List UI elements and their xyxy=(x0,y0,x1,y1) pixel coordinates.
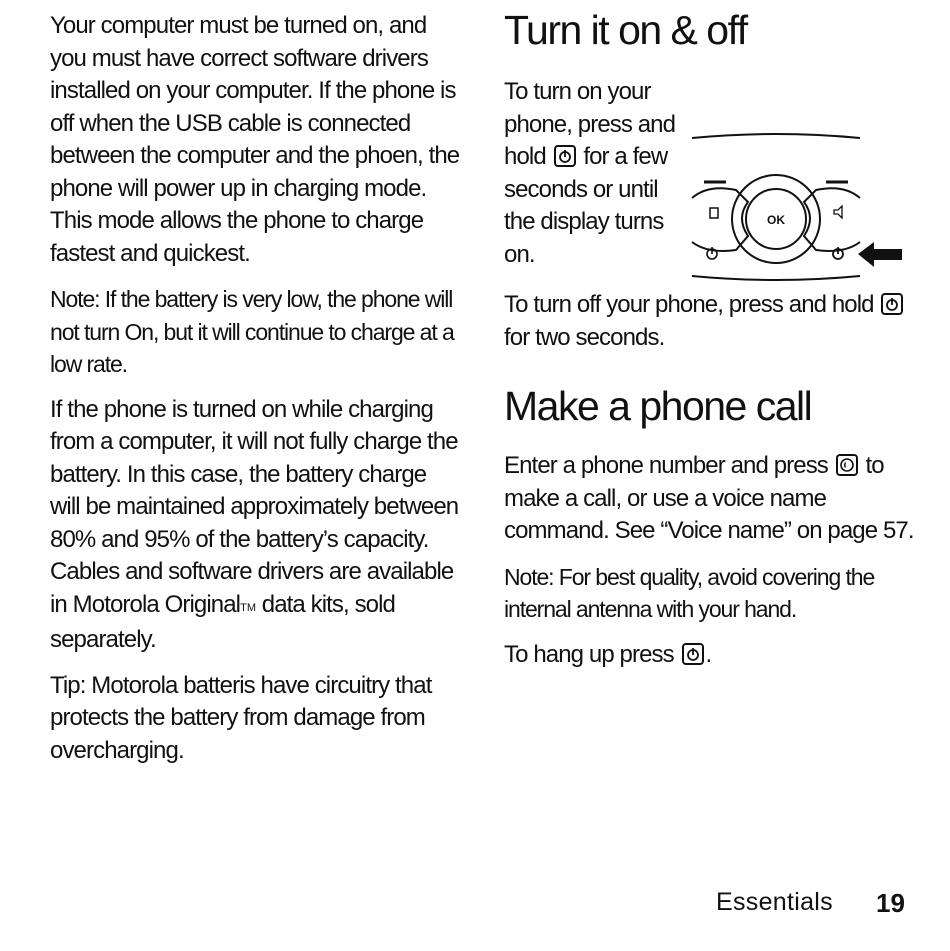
send-key-icon xyxy=(836,454,858,476)
make-call-text xyxy=(504,450,924,548)
turn-on-text-end: for a few seconds or until the display turns on. xyxy=(504,143,668,268)
ok-key-label: OK xyxy=(767,213,785,227)
make-call-text-start: Enter a phone number and press xyxy=(504,452,828,479)
phone-keypad-illustration xyxy=(688,126,908,286)
power-end-key-icon xyxy=(554,145,576,167)
turn-off-text-end: for two seconds. xyxy=(504,323,665,351)
charging-text-end: data kits, sold separately. xyxy=(50,590,395,653)
charging-text: If the phone is turned on while charging from a computer, it will not fully charge the battery. In this case, the battery charge will be maintained approximately between 80% and 95% of the battery’s capacity. Cables and software drivers are available in Motorola Original xyxy=(50,395,459,618)
turn-on-text-start: To turn on your phone, press and hold xyxy=(504,78,676,170)
antenna-note: Note: For best quality, avoid covering the internal antenna with your hand. xyxy=(504,563,875,622)
hang-up-text xyxy=(504,639,924,672)
page-number: 19 xyxy=(876,888,905,918)
turn-on-text xyxy=(504,76,694,271)
turn-off-text xyxy=(504,289,924,354)
hang-up-text-end: . xyxy=(705,640,712,668)
make-call-text-end: to make a call, or use a voice name command. See “Voice name” on page 57. xyxy=(504,452,914,544)
turn-on-section xyxy=(504,76,924,281)
battery-tip: Tip: Motorola batteris have circuitry that protects the battery from damage from overcharging. xyxy=(50,671,432,764)
trademark-mark: TM xyxy=(240,601,256,614)
usb-power-paragraph: Your computer must be turned on, and you must have correct software drivers installed on your computer. If the phone is off when the USB cable is connected between the computer and the phoen, the phone will power up in charging mode. This mode allows the phone to charge fastest and quickest. xyxy=(50,12,460,267)
turn-on-off-heading: Turn it on & off xyxy=(504,7,747,53)
battery-low-note: Note: If the battery is very low, the phone will not turn On, but it will continue to charge at a low rate. xyxy=(50,286,454,377)
right-column xyxy=(504,6,924,684)
hang-up-text-start: To hang up press xyxy=(504,640,674,668)
make-call-heading: Make a phone call xyxy=(504,383,812,429)
charging-paragraph xyxy=(50,394,460,657)
section-footer: Essentials xyxy=(716,888,833,916)
left-arrow-icon xyxy=(858,242,902,267)
power-end-key-icon xyxy=(682,643,704,665)
turn-off-text-start: To turn off your phone, press and hold xyxy=(504,291,874,318)
power-end-key-icon xyxy=(881,293,903,315)
left-column xyxy=(50,10,460,780)
